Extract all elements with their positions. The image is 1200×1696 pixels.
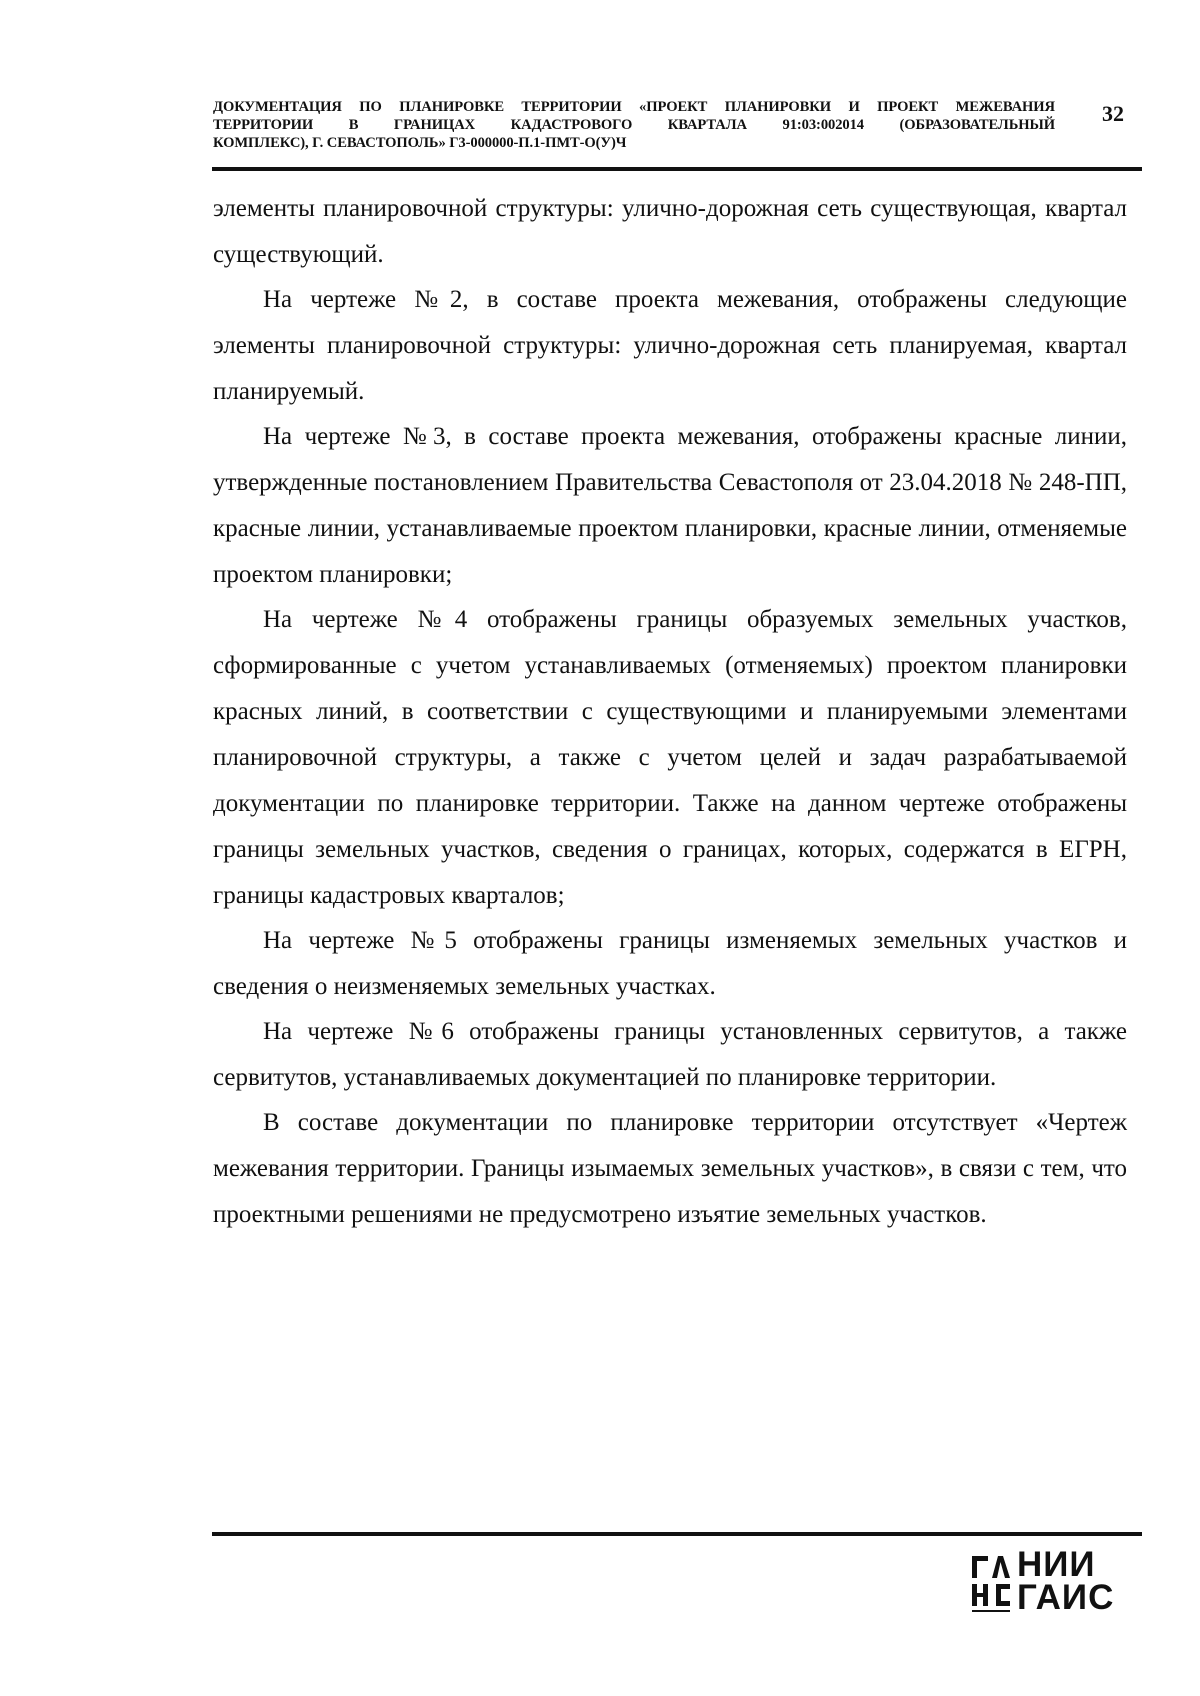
company-logo	[970, 1545, 1145, 1618]
header-line-2: ТЕРРИТОРИИ В ГРАНИЦАХ КАДАСТРОВОГО КВАРТАЛА 91:03:002014 (ОБРАЗОВАТЕЛЬНЫЙ	[213, 117, 1055, 133]
paragraph-6: На чертеже №6 отображены границы установленных сервитутов, а также сервитутов, устанавливаемых документацией по планировке территории.	[213, 1018, 1127, 1091]
paragraph-2: На чертеже №2, в составе проекта межевания, отображены следующие элементы планировочной структуры: улично-дорожная сеть планируемая, квартал планируемый.	[213, 286, 1127, 405]
logo-line-1: НИИ	[1017, 1545, 1096, 1584]
paragraph-4: На чертеже №4 отображены границы образуемых земельных участков, сформированные с учетом устанавливаемых (отменяемых) проектом планировки красных линий, в соответствии с существующими и планируемыми элементами планировочной структуры, а также с учетом целей и задач разрабатываемой документации по планировке территории. Также на данном чертеже отображены границы земельных участков, сведения о границах, которых, содержатся в ЕГРН, границы кадастровых кварталов;	[213, 606, 1127, 909]
header-line-3: КОМПЛЕКС), Г. СЕВАСТОПОЛЬ» Г3-000000-П.1-ПМТ-О(У)Ч	[213, 135, 627, 151]
logo-line-2: ГАИС	[1017, 1578, 1115, 1617]
paragraph-3: На чертеже №3, в составе проекта межевания, отображены красные линии, утвержденные постановлением Правительства Севастополя от 23.04.2018 № 248-ПП, красные линии, устанавливаемые проектом планировки, красные линии, отменяемые проектом планировки;	[213, 423, 1127, 588]
document-header	[213, 98, 1055, 152]
footer-rule	[212, 1532, 1142, 1536]
paragraph-5: На чертеже №5 отображены границы изменяемых земельных участков и сведения о неизменяемых земельных участках.	[213, 927, 1127, 1000]
gais-logo-mark-icon	[970, 1554, 1012, 1616]
document-body	[213, 186, 1127, 1237]
paragraph-7: В составе документации по планировке территории отсутствует «Чертеж межевания территории. Границы изымаемых земельных участков», в связи с тем, что проектными решениями не предусмотрено изъятие земельных участков.	[213, 1109, 1127, 1228]
page-number: 32	[1102, 101, 1124, 126]
logo-wordmark	[1017, 1545, 1115, 1617]
header-rule	[212, 167, 1142, 171]
paragraph-1: элементы планировочной структуры: улично-дорожная сеть существующая, квартал существующий.	[213, 195, 1127, 268]
header-line-1: ДОКУМЕНТАЦИЯ ПО ПЛАНИРОВКЕ ТЕРРИТОРИИ «ПРОЕКТ ПЛАНИРОВКИ И ПРОЕКТ МЕЖЕВАНИЯ	[213, 99, 1055, 115]
